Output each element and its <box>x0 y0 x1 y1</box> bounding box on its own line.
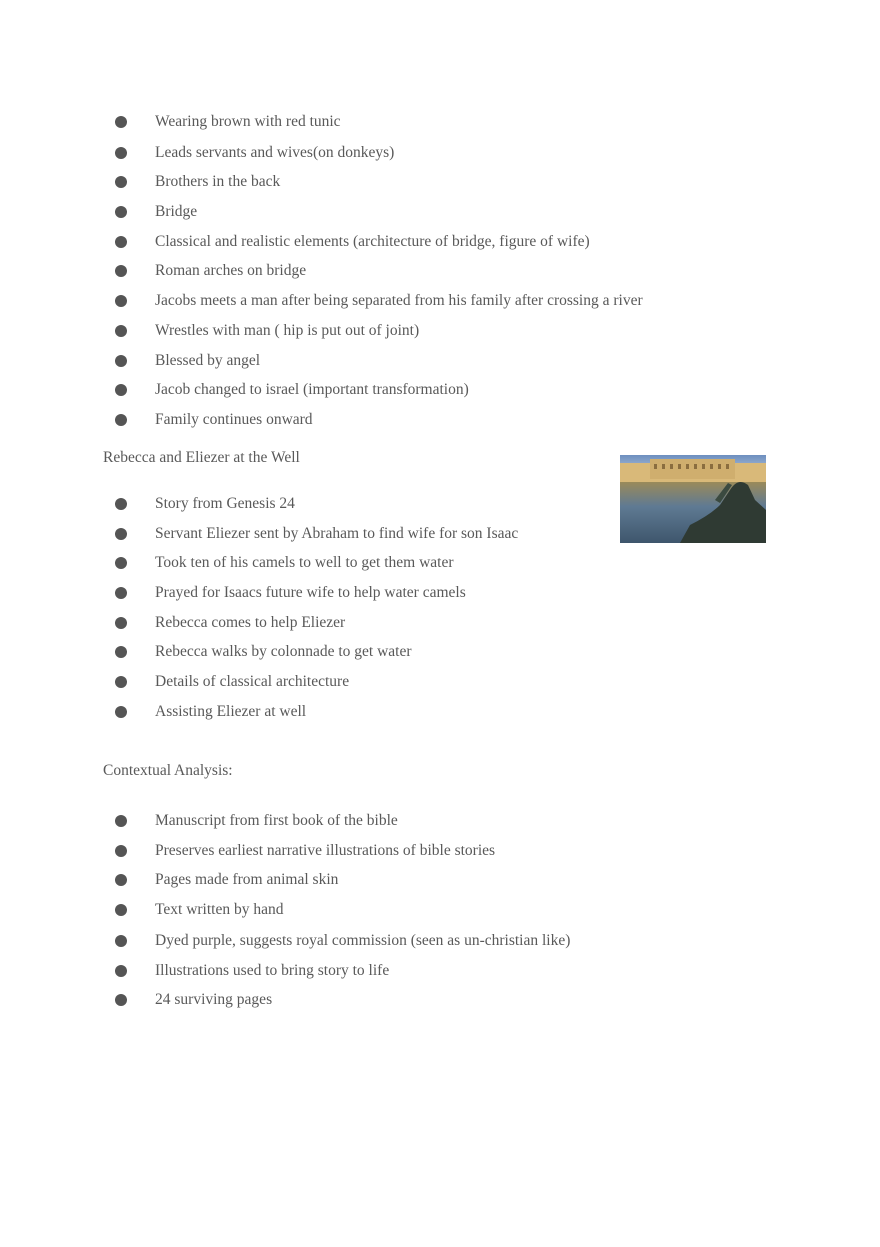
list-item-text: Preserves earliest narrative illustrations of bible stories <box>155 842 496 859</box>
bullet-icon <box>115 557 127 569</box>
list-item-text: Assisting Eliezer at well <box>155 703 307 720</box>
list-item <box>115 202 197 222</box>
list-item-text: Text written by hand <box>155 901 284 918</box>
list-item <box>115 232 590 252</box>
list-item-text: Servant Eliezer sent by Abraham to find wife for son Isaac <box>155 525 519 542</box>
bullet-icon <box>115 994 127 1006</box>
bullet-icon <box>115 706 127 718</box>
list-item-text: Blessed by angel <box>155 352 261 369</box>
list-item-text: Bridge <box>155 203 198 220</box>
bullet-icon <box>115 384 127 396</box>
bullet-icon <box>115 498 127 510</box>
bullet-icon <box>115 646 127 658</box>
list-item <box>115 410 313 430</box>
bullet-icon <box>115 587 127 599</box>
list-item-text: Manuscript from first book of the bible <box>155 812 398 829</box>
bullet-icon <box>115 965 127 977</box>
bullet-icon <box>115 845 127 857</box>
list-item <box>115 961 389 981</box>
list-item-text: Rebecca comes to help Eliezer <box>155 614 346 631</box>
list-item <box>115 811 398 831</box>
palace-photo <box>620 455 766 543</box>
list-item-text: Wrestles with man ( hip is put out of joint) <box>155 322 420 339</box>
bullet-icon <box>115 874 127 886</box>
list-item-text: Took ten of his camels to well to get them water <box>155 554 454 571</box>
list-item-text: Brothers in the back <box>155 173 281 190</box>
list-item <box>115 583 466 603</box>
list-item <box>115 642 412 662</box>
list-item <box>115 524 518 544</box>
list-item-text: Family continues onward <box>155 411 313 428</box>
list-item <box>115 261 306 281</box>
list-item <box>115 870 338 890</box>
list-item-text: Pages made from animal skin <box>155 871 339 888</box>
bullet-icon <box>115 236 127 248</box>
list-item-text: Leads servants and wives(on donkeys) <box>155 144 395 161</box>
bullet-icon <box>115 935 127 947</box>
list-item <box>115 143 394 163</box>
bullet-icon <box>115 676 127 688</box>
bullet-icon <box>115 265 127 277</box>
list-item-text: Prayed for Isaacs future wife to help water camels <box>155 584 466 601</box>
list-item <box>115 672 349 692</box>
bullet-icon <box>115 295 127 307</box>
bullet-icon <box>115 116 127 128</box>
bullet-icon <box>115 325 127 337</box>
list-item <box>115 702 306 722</box>
heading-contextual-analysis: Contextual Analysis: <box>103 762 233 779</box>
list-item-text: Story from Genesis 24 <box>155 495 295 512</box>
bullet-icon <box>115 355 127 367</box>
list-item-text: Illustrations used to bring story to life <box>155 962 390 979</box>
list-item <box>115 900 283 920</box>
list-item <box>115 172 280 192</box>
list-item-text: Wearing brown with red tunic <box>155 113 341 130</box>
list-item <box>115 990 272 1010</box>
list-item <box>115 494 295 514</box>
list-item <box>115 291 643 311</box>
list-item <box>115 380 469 400</box>
list-item-text: Details of classical architecture <box>155 673 350 690</box>
bullet-icon <box>115 206 127 218</box>
bullet-icon <box>115 147 127 159</box>
list-item <box>115 613 345 633</box>
list-item <box>115 321 419 341</box>
list-item <box>115 931 570 951</box>
bullet-icon <box>115 528 127 540</box>
bullet-icon <box>115 617 127 629</box>
list-item <box>115 112 341 132</box>
list-item-text: Jacob changed to israel (important transformation) <box>155 381 469 398</box>
list-item-text: Dyed purple, suggests royal commission (seen as un-christian like) <box>155 932 571 949</box>
list-item <box>115 553 454 573</box>
bullet-icon <box>115 176 127 188</box>
list-item-text: Rebecca walks by colonnade to get water <box>155 643 412 660</box>
list-item-text: Jacobs meets a man after being separated from his family after crossing a river <box>155 292 643 309</box>
bullet-icon <box>115 904 127 916</box>
list-item <box>115 351 260 371</box>
bullet-icon <box>115 815 127 827</box>
list-item-text: 24 surviving pages <box>155 991 273 1008</box>
list-item <box>115 841 495 861</box>
list-item-text: Classical and realistic elements (architecture of bridge, figure of wife) <box>155 233 590 250</box>
list-item-text: Roman arches on bridge <box>155 262 307 279</box>
bullet-icon <box>115 414 127 426</box>
heading-rebecca-eliezer: Rebecca and Eliezer at the Well <box>103 449 300 466</box>
